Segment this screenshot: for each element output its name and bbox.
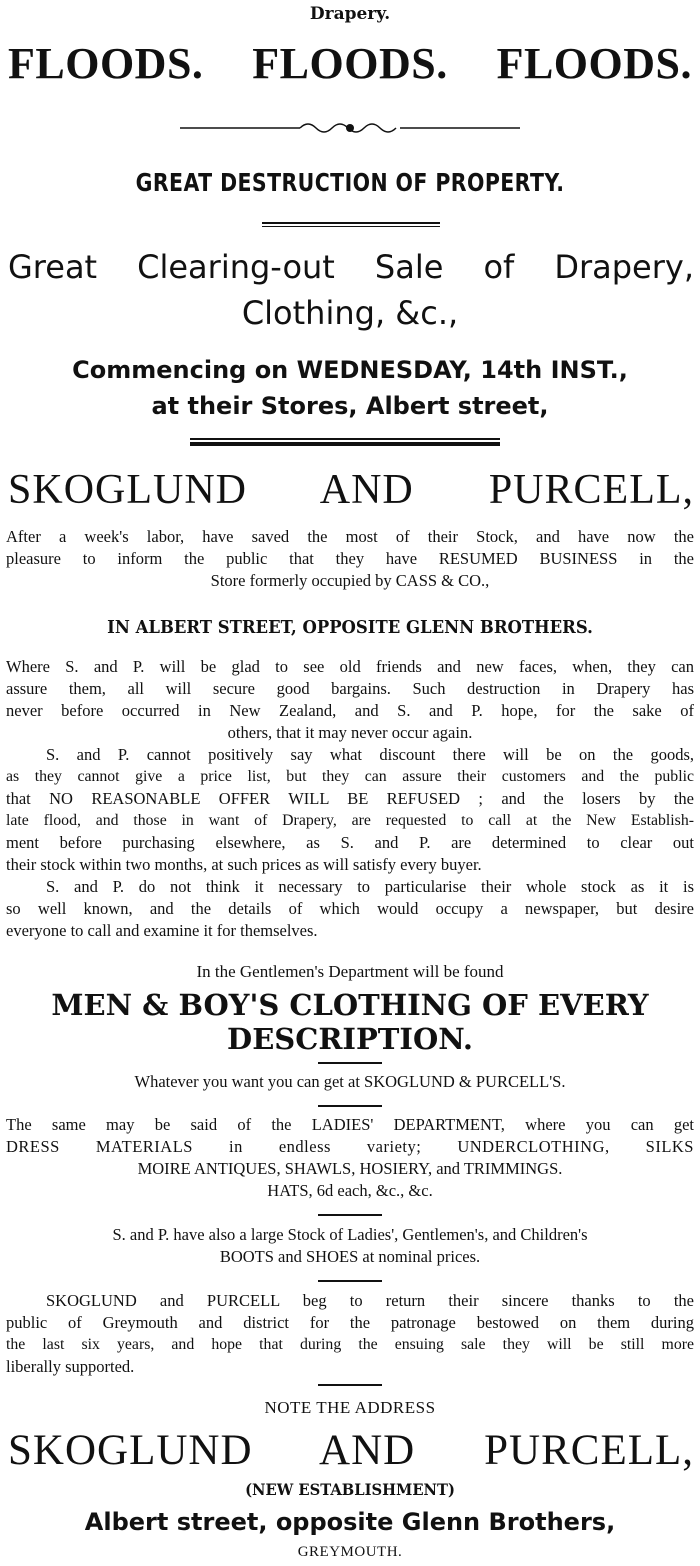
body-line: that NO REASONABLE OFFER WILL BE REFUSED ; and the losers by the — [6, 789, 694, 808]
location-head: IN ALBERT STREET, OPPOSITE GLENN BROTHERS. — [107, 618, 593, 638]
thanks-line: public of Greymouth and district for the patronage bestowed on them during — [6, 1313, 694, 1332]
boots-line: S. and P. have also a large Stock of Ladies', Gentlemen's, and Children's — [112, 1225, 588, 1244]
body-line: never before occurred in New Zealand, and S. and P. hope, for the sake of — [6, 701, 694, 720]
body-line: others, that it may never occur again. — [227, 723, 473, 742]
body-line: so well known, and the details of which would occupy a newspaper, but desire — [6, 899, 694, 918]
sale-line-1: Great Clearing-out Sale of Drapery, — [8, 248, 694, 286]
ladies-line: HATS, 6d each, &c., &c. — [267, 1181, 433, 1200]
footer-establishment: (NEW ESTABLISHMENT) — [245, 1480, 455, 1499]
body-line: assure them, all will secure good bargains. Such destruction in Drapery has — [6, 679, 694, 698]
intro-paragraph — [6, 526, 694, 592]
boots-line: BOOTS and SHOES at nominal prices. — [219, 1247, 481, 1266]
ladies-line: DRESS MATERIALS in endless variety; UNDERCLOTHING, SILKS — [6, 1137, 694, 1156]
body-line: S. and P. do not think it necessary to particularise their whole stock as it is — [46, 877, 694, 896]
footer-address: Albert street, opposite Glenn Brothers, — [84, 1508, 616, 1536]
divider-rule — [318, 1105, 382, 1107]
body-line: ment before purchasing elsewhere, as S. and P. are determined to clear out — [6, 833, 694, 852]
body-line: late flood, and those in want of Drapery, are requested to call at the New Establish- — [6, 812, 694, 829]
note-address: NOTE THE ADDRESS — [264, 1398, 436, 1417]
divider-rule — [190, 438, 500, 440]
subheadline: GREAT DESTRUCTION OF PROPERTY. — [135, 168, 565, 197]
intro-line: Store formerly occupied by CASS & CO., — [210, 571, 490, 590]
commencing-line-2: at their Stores, Albert street, — [151, 392, 549, 420]
gents-intro: In the Gentlemen's Department will be found — [196, 962, 504, 981]
divider-rule — [318, 1214, 382, 1216]
divider-rule — [190, 442, 500, 446]
divider-rule — [262, 222, 440, 224]
intro-line: pleasure to inform the public that they have RESUMED BUSINESS in the — [6, 549, 694, 568]
thanks-line: liberally supported. — [6, 1357, 135, 1376]
firm-name: SKOGLUND AND PURCELL, — [8, 467, 694, 513]
gents-head-line-1: MEN & BOY'S CLOTHING OF EVERY — [51, 988, 649, 1022]
sale-line-2: Clothing, &c., — [241, 294, 459, 332]
gents-head-line-2: DESCRIPTION. — [227, 1022, 473, 1056]
whatever-line: Whatever you want you can get at SKOGLUND & PURCELL'S. — [134, 1072, 566, 1091]
category-label: Drapery. — [309, 4, 391, 24]
ladies-paragraph — [6, 1114, 694, 1202]
divider-rule — [318, 1280, 382, 1282]
body-line: S. and P. cannot positively say what discount there will be on the goods, — [46, 745, 694, 764]
body-line: their stock within two months, at such prices as will satisfy every buyer. — [6, 855, 482, 874]
divider-rule — [262, 226, 440, 227]
ladies-line: The same may be said of the LADIES' DEPARTMENT, where you can get — [6, 1115, 694, 1134]
divider-rule — [318, 1384, 382, 1386]
divider-rule — [318, 1062, 382, 1064]
body-line: everyone to call and examine it for themselves. — [6, 921, 318, 940]
body-paragraphs — [6, 656, 694, 942]
thanks-line: the last six years, and hope that during the ensuing sale they will be still more — [6, 1336, 694, 1353]
boots-paragraph — [0, 1224, 700, 1268]
thanks-line: SKOGLUND and PURCELL beg to return their sincere thanks to the — [46, 1291, 694, 1310]
intro-line: After a week's labor, have saved the most of their Stock, and have now the — [6, 527, 694, 546]
ornament-divider — [180, 118, 520, 138]
body-line: as they cannot give a price list, but they can assure their customers and the public — [6, 768, 694, 785]
footer-firm-name: SKOGLUND AND PURCELL, — [8, 1427, 694, 1474]
ladies-line: MOIRE ANTIQUES, SHAWLS, HOSIERY, and TRIMMINGS. — [137, 1159, 563, 1178]
footer-town: GREYMOUTH. — [297, 1544, 403, 1560]
commencing-line-1: Commencing on WEDNESDAY, 14th INST., — [72, 356, 628, 384]
headline: FLOODS. FLOODS. FLOODS. — [8, 39, 692, 88]
body-line: Where S. and P. will be glad to see old friends and new faces, when, they can — [6, 657, 694, 676]
thanks-paragraph — [6, 1290, 694, 1378]
